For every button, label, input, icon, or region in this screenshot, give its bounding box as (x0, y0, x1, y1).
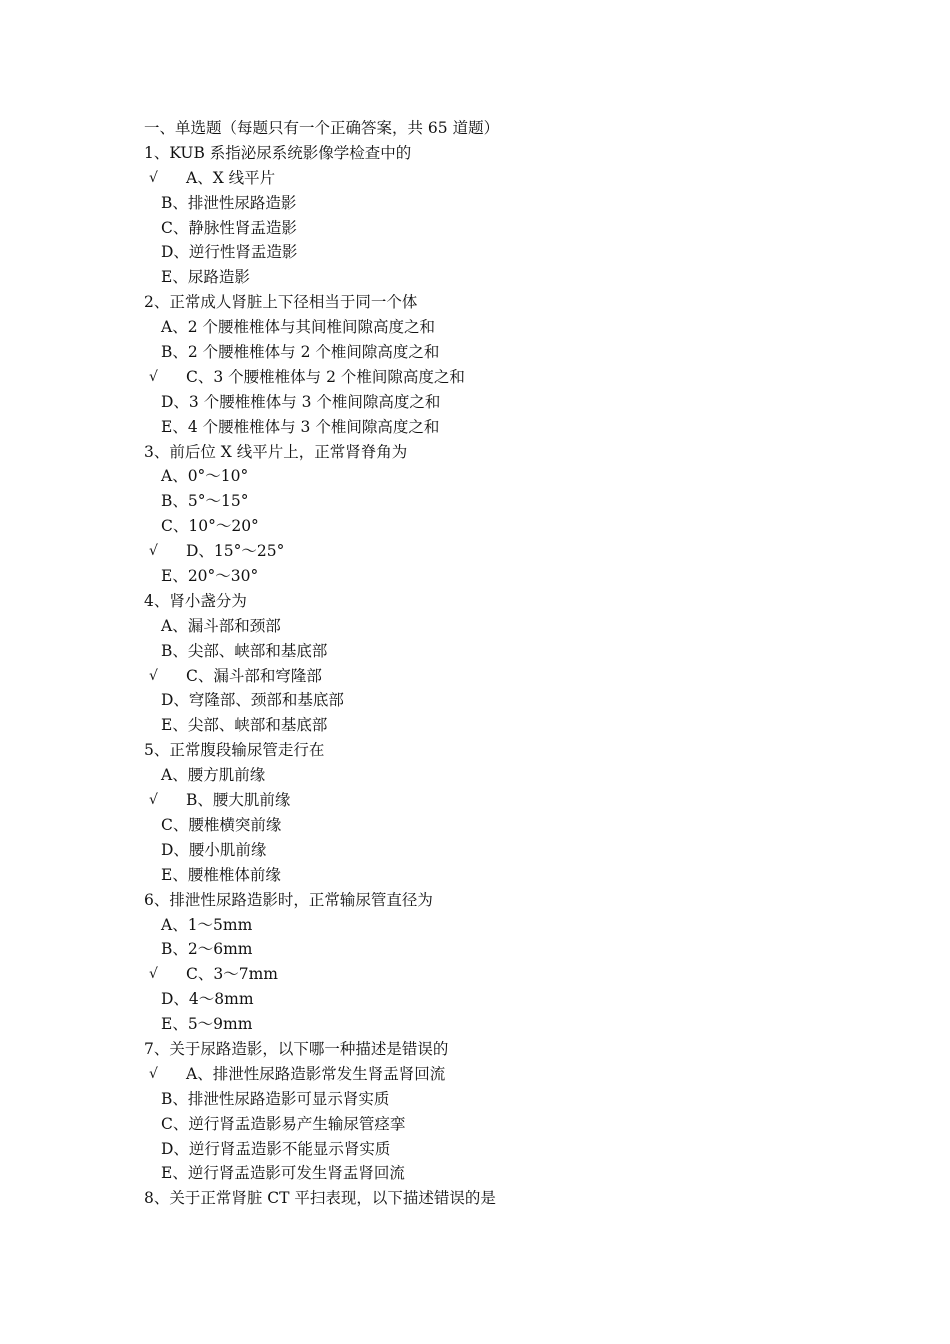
answer-option (144, 265, 864, 290)
question-stem: 2、正常成人肾脏上下径相当于同一个体 (144, 293, 418, 312)
answer-option (144, 216, 864, 241)
answer-option (144, 191, 864, 216)
answer-option-text: B、5°～15° (161, 492, 249, 511)
answer-option-text: C、3 个腰椎椎体与 2 个椎间隙高度之和 (186, 367, 465, 386)
correct-check-icon: √ (149, 966, 158, 983)
question-stem: 8、关于正常肾脏 CT 平扫表现，以下描述错误的是 (144, 1189, 496, 1208)
question-stem: 1、KUB 系指泌尿系统影像学检查中的 (144, 143, 412, 162)
answer-option (144, 664, 864, 689)
answer-option-text: A、漏斗部和颈部 (161, 616, 281, 635)
answer-option-text: D、腰小肌前缘 (161, 840, 267, 859)
answer-option-text: D、3 个腰椎椎体与 3 个椎间隙高度之和 (161, 392, 441, 411)
answer-option-text: D、逆行肾盂造影不能显示肾实质 (161, 1139, 391, 1158)
question-stem: 3、前后位 X 线平片上，正常肾脊角为 (144, 442, 408, 461)
answer-option-text: A、腰方肌前缘 (161, 766, 266, 785)
answer-option (144, 1112, 864, 1137)
answer-option (144, 464, 864, 489)
answer-option (144, 240, 864, 265)
answer-option-text: D、逆行性肾盂造影 (161, 243, 298, 262)
answer-option-text: C、静脉性肾盂造影 (161, 218, 297, 237)
answer-option-text: B、尖部、峡部和基底部 (161, 641, 328, 660)
answer-option-text: C、3～7mm (186, 965, 278, 984)
answer-option (144, 639, 864, 664)
answer-option (144, 788, 864, 813)
correct-check-icon: √ (149, 543, 158, 560)
answer-option (144, 1012, 864, 1037)
answer-option-text: A、排泄性尿路造影常发生肾盂肾回流 (186, 1064, 446, 1083)
answer-option (144, 539, 864, 564)
answer-option (144, 838, 864, 863)
exam-content (144, 116, 864, 1211)
answer-option-text: C、漏斗部和穹隆部 (186, 666, 322, 685)
correct-check-icon: √ (149, 667, 158, 684)
answer-option (144, 489, 864, 514)
answer-option-text: B、2 个腰椎椎体与 2 个椎间隙高度之和 (161, 343, 440, 362)
answer-option (144, 1161, 864, 1186)
answer-option-text: B、腰大肌前缘 (186, 791, 291, 810)
answer-option-text: E、逆行肾盂造影可发生肾盂肾回流 (161, 1164, 405, 1183)
answer-option (144, 813, 864, 838)
answer-option (144, 1087, 864, 1112)
section-title: 一、单选题（每题只有一个正确答案，共 65 道题） (144, 119, 500, 137)
answer-option-text: E、腰椎椎体前缘 (161, 865, 281, 884)
answer-option (144, 415, 864, 440)
answer-option (144, 962, 864, 987)
answer-option (144, 340, 864, 365)
answer-option-text: D、15°～25° (186, 542, 285, 561)
answer-option (144, 514, 864, 539)
answer-option-text: C、腰椎横突前缘 (161, 815, 282, 834)
correct-check-icon: √ (149, 792, 158, 809)
answer-option (144, 937, 864, 962)
answer-option-text: A、2 个腰椎椎体与其间椎间隙高度之和 (161, 318, 435, 337)
answer-option-text: E、20°～30° (161, 567, 259, 586)
answer-option (144, 913, 864, 938)
answer-option (144, 688, 864, 713)
question-stem: 4、肾小盏分为 (144, 591, 247, 610)
question-stem: 6、排泄性尿路造影时，正常输尿管直径为 (144, 890, 433, 909)
answer-option (144, 763, 864, 788)
answer-option-text: D、4～8mm (161, 990, 254, 1009)
answer-option (144, 987, 864, 1012)
answer-option-text: E、尖部、峡部和基底部 (161, 716, 328, 735)
answer-option-text: D、穹隆部、颈部和基底部 (161, 691, 344, 710)
answer-option-text: B、2～6mm (161, 940, 253, 959)
answer-option (144, 1062, 864, 1087)
correct-check-icon: √ (149, 1065, 158, 1082)
correct-check-icon: √ (149, 368, 158, 385)
answer-option-text: C、10°～20° (161, 517, 259, 536)
answer-option (144, 365, 864, 390)
answer-option (144, 166, 864, 191)
answer-option-text: E、尿路造影 (161, 268, 250, 287)
answer-option-text: B、排泄性尿路造影 (161, 193, 297, 212)
answer-option (144, 863, 864, 888)
answer-option-text: A、0°～10° (161, 467, 249, 486)
answer-option (144, 390, 864, 415)
answer-option (144, 564, 864, 589)
answer-option (144, 315, 864, 340)
question-list (144, 141, 864, 1211)
answer-option-text: A、1～5mm (161, 915, 253, 934)
answer-option-text: E、5～9mm (161, 1015, 253, 1034)
answer-option (144, 1137, 864, 1162)
answer-option-text: E、4 个腰椎椎体与 3 个椎间隙高度之和 (161, 417, 440, 436)
answer-option-text: C、逆行肾盂造影易产生输尿管痉挛 (161, 1114, 406, 1133)
question-stem: 7、关于尿路造影，以下哪一种描述是错误的 (144, 1039, 449, 1058)
answer-option-text: B、排泄性尿路造影可显示肾实质 (161, 1089, 390, 1108)
question-stem: 5、正常腹段输尿管走行在 (144, 741, 325, 760)
answer-option (144, 713, 864, 738)
correct-check-icon: √ (149, 169, 158, 186)
answer-option (144, 614, 864, 639)
answer-option-text: A、X 线平片 (186, 168, 276, 187)
